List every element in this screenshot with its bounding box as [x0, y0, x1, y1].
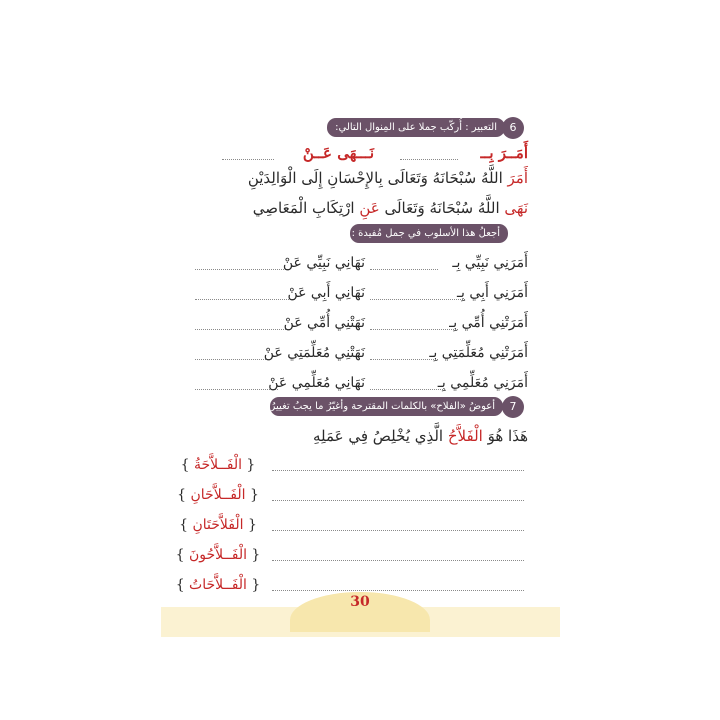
- open-brace: {: [179, 517, 193, 533]
- answer-line[interactable]: [370, 359, 438, 360]
- answer-line[interactable]: [195, 329, 290, 330]
- sentence-text: اللَّهُ سُبْحَانَهُ وَتَعَالَى بِالإِحْسَانِ إِلَى الْوَالِدَيْنِ: [247, 169, 508, 187]
- highlight-word: عَنِ: [359, 199, 380, 217]
- pattern-amara: أَمَــرَ بِــ: [480, 144, 528, 162]
- answer-line[interactable]: [195, 299, 295, 300]
- close-brace: }: [243, 517, 257, 533]
- word-choice: [172, 487, 264, 503]
- sub-instruction: أجعلُ هذا الأسلوب في جمل مُفيدة :: [350, 224, 508, 243]
- row-nahy: نَهَانِي مُعَلِّمِي عَنْ: [268, 375, 365, 391]
- answer-line[interactable]: [370, 299, 465, 300]
- close-brace: }: [246, 577, 261, 593]
- word-choice: [172, 457, 264, 473]
- answer-line[interactable]: [195, 269, 290, 270]
- word-choice: [172, 517, 264, 533]
- answer-line[interactable]: [370, 389, 445, 390]
- exercise-row: [0, 315, 720, 339]
- word-row: [0, 486, 720, 510]
- sentence-text: اللَّهُ سُبْحَانَهُ وَتَعَالَى: [379, 199, 505, 217]
- example-sentence-naha: [252, 199, 528, 217]
- word-text: الْفَــلاَّحُونَ: [189, 547, 247, 563]
- row-amr: أَمَرَنِي نَبِيِّي بِـ: [452, 255, 528, 271]
- pattern-naha: نَـــهَى عَــنْ: [302, 144, 374, 162]
- open-brace: {: [180, 457, 195, 473]
- answer-line: [400, 159, 458, 160]
- word-text: الْفَــلاَّحَةُ: [194, 457, 242, 473]
- open-brace: {: [175, 577, 190, 593]
- answer-line[interactable]: [272, 500, 524, 501]
- exercise-row: [0, 285, 720, 309]
- sentence-text: الَّذِي يُخْلِصُ فِي عَمَلِهِ: [312, 427, 448, 445]
- highlight-word: الْفَلاَّحُ: [447, 427, 483, 445]
- answer-line[interactable]: [195, 359, 268, 360]
- answer-line[interactable]: [195, 389, 278, 390]
- answer-line[interactable]: [370, 269, 438, 270]
- row-nahy: نَهَانِي نَبِيِّي عَنْ: [282, 255, 365, 271]
- highlight-word: نَهَى: [504, 199, 528, 217]
- highlight-word: أَمَرَ: [507, 169, 528, 187]
- exercise-row: [0, 375, 720, 399]
- row-nahy: نَهَتْنِي أُمِّي عَنْ: [283, 315, 365, 331]
- word-text: الْفَــلاَّحَاتُ: [189, 577, 247, 593]
- section-7-number: 7: [502, 396, 524, 418]
- open-brace: {: [177, 487, 191, 503]
- sentence-text: هَذَا هُوَ: [482, 427, 528, 445]
- close-brace: }: [245, 487, 259, 503]
- answer-line[interactable]: [370, 329, 458, 330]
- close-brace: }: [246, 547, 261, 563]
- section-6-number: 6: [502, 117, 524, 139]
- row-nahy: نَهَتْنِي مُعَلِّمَتِي عَنْ: [263, 345, 365, 361]
- row-amr: أَمَرَنِي أَبِي بِـ: [456, 285, 528, 301]
- open-brace: {: [175, 547, 190, 563]
- exercise-row: [0, 255, 720, 279]
- section-7-instruction: أعوضُ «الفلاح» بالكلمات المقترحة وأغيّرُ ما يجبُ تغييرُهُ:: [270, 397, 503, 416]
- row-amr: أَمَرَنِي مُعَلِّمِي بِـ: [437, 375, 528, 391]
- transform-sentence: [312, 427, 528, 445]
- word-text: الْفَــلاَّحَانِ: [190, 487, 246, 503]
- word-row: [0, 516, 720, 540]
- word-row: [0, 456, 720, 480]
- answer-line[interactable]: [272, 530, 524, 531]
- row-amr: أَمَرَتْنِي أُمِّي بِـ: [449, 315, 528, 331]
- answer-line[interactable]: [272, 470, 524, 471]
- example-sentence-amara: [247, 169, 528, 187]
- close-brace: }: [241, 457, 256, 473]
- sentence-text: ارْتِكَابِ الْمَعَاصِي: [252, 199, 360, 217]
- word-choice: [172, 577, 264, 593]
- word-text: الْفَلاَّحَتَانِ: [192, 517, 244, 533]
- word-row: [0, 546, 720, 570]
- exercise-row: [0, 345, 720, 369]
- word-choice: [172, 547, 264, 563]
- answer-line: [222, 159, 274, 160]
- page-number: 30: [350, 594, 370, 610]
- section-6-instruction: التعبير : أُركّب جملا على المِنوال التالي:: [327, 118, 505, 137]
- answer-line[interactable]: [272, 560, 524, 561]
- row-nahy: نَهَانِي أَبِي عَنْ: [287, 285, 365, 301]
- row-amr: أَمَرَتْنِي مُعَلِّمَتِي بِـ: [429, 345, 528, 361]
- answer-line[interactable]: [272, 590, 524, 591]
